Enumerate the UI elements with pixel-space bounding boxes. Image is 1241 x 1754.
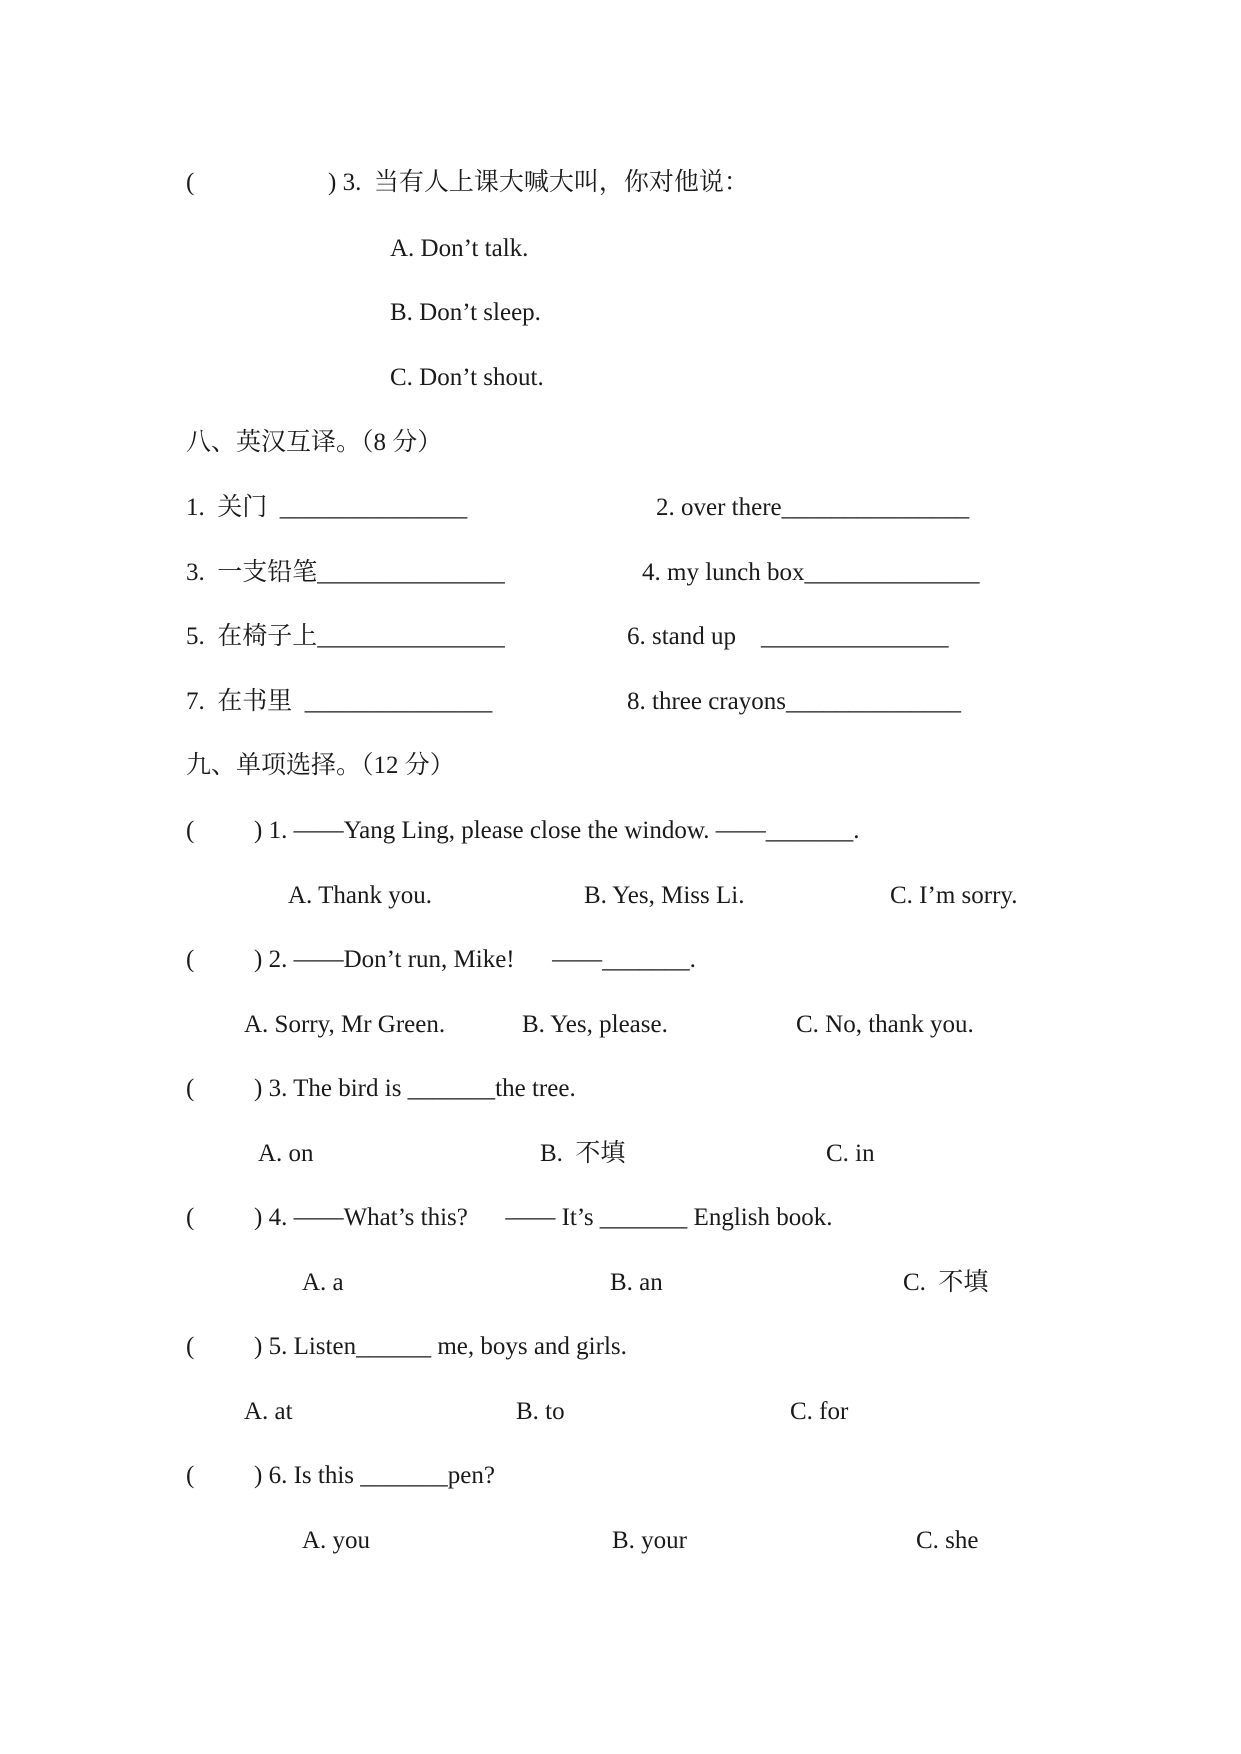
option-b: B. Yes, please.: [522, 1011, 668, 1038]
question-stem: ) 3. 当有人上课大喊大叫，你对他说：: [328, 169, 749, 196]
option-c: C. Don’t shout.: [390, 364, 544, 391]
translation-item-4: 4. my lunch box______________: [642, 559, 980, 586]
option-a: A. at: [244, 1398, 293, 1425]
answer-paren[interactable]: (: [186, 817, 195, 844]
option-b: B. to: [516, 1398, 565, 1425]
answer-paren[interactable]: (: [186, 946, 195, 973]
option-c: C. 不填: [903, 1269, 989, 1296]
option-b: B. 不填: [540, 1140, 626, 1167]
translation-item-8: 8. three crayons______________: [627, 688, 961, 715]
question-stem: ) 2. ——Don’t run, Mike! ——_______.: [254, 946, 696, 973]
option-c: C. for: [790, 1398, 849, 1425]
answer-paren[interactable]: (: [186, 1462, 195, 1489]
translation-item-5: 5. 在椅子上_______________: [186, 623, 505, 650]
question-stem: ) 3. The bird is _______the tree.: [254, 1075, 576, 1102]
answer-paren[interactable]: (: [186, 1075, 195, 1102]
option-a: A. a: [302, 1269, 344, 1296]
option-a: A. Thank you.: [288, 882, 432, 909]
answer-paren[interactable]: (: [186, 169, 195, 196]
option-c: C. in: [826, 1140, 875, 1167]
answer-paren[interactable]: (: [186, 1333, 195, 1360]
option-a: A. Don’t talk.: [390, 235, 529, 262]
option-a: A. you: [302, 1527, 371, 1554]
question-stem: ) 4. ——What’s this? —— It’s _______ English book.: [254, 1204, 833, 1231]
option-c: C. she: [916, 1527, 979, 1554]
option-c: C. No, thank you.: [796, 1011, 974, 1038]
option-b: B. Don’t sleep.: [390, 299, 541, 326]
translation-item-3: 3. 一支铅笔_______________: [186, 559, 505, 586]
translation-item-7: 7. 在书里 _______________: [186, 688, 493, 715]
option-a: A. Sorry, Mr Green.: [244, 1011, 446, 1038]
translation-item-6: 6. stand up _______________: [627, 623, 949, 650]
question-stem: ) 1. ——Yang Ling, please close the window. ——_______.: [254, 817, 860, 844]
translation-item-2: 2. over there_______________: [656, 494, 970, 521]
option-b: B. your: [612, 1527, 687, 1554]
section-title: 八、英汉互译。（8 分）: [186, 429, 443, 456]
answer-paren[interactable]: (: [186, 1204, 195, 1231]
option-a: A. on: [258, 1140, 314, 1167]
translation-item-1: 1. 关门 _______________: [186, 494, 468, 521]
option-b: B. an: [610, 1269, 663, 1296]
question-stem: ) 6. Is this _______pen?: [254, 1462, 495, 1489]
option-c: C. I’m sorry.: [890, 882, 1018, 909]
option-b: B. Yes, Miss Li.: [584, 882, 745, 909]
section-title: 九、单项选择。（12 分）: [186, 752, 455, 779]
question-stem: ) 5. Listen______ me, boys and girls.: [254, 1333, 627, 1360]
